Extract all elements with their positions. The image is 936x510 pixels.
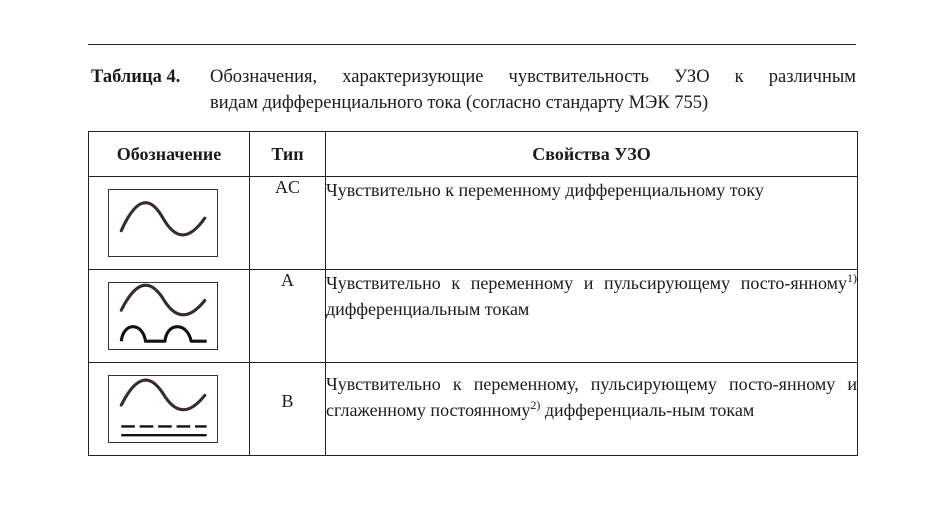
table-row	[89, 363, 858, 456]
properties-text: Чувствительно к переменному и пульсирующему посто-янному	[326, 273, 847, 293]
symbol-cell	[89, 363, 250, 456]
properties-cell	[326, 363, 858, 456]
properties-cell	[326, 177, 858, 270]
properties-text-tail: дифференциальным токам	[326, 299, 530, 319]
sine-wave-icon	[108, 189, 218, 257]
footnote-ref: 1)	[847, 271, 857, 285]
footnote-ref: 2)	[530, 398, 541, 412]
sine-and-pulsating-wave-icon	[108, 282, 218, 350]
sine-and-smoothed-dc-icon	[108, 375, 218, 443]
caption-label: Таблица 4.	[91, 67, 181, 87]
header-row	[89, 132, 858, 177]
rcd-sensitivity-table	[88, 131, 858, 456]
table-row	[89, 177, 858, 270]
symbol-cell	[89, 270, 250, 363]
header-type: Тип	[250, 132, 326, 177]
properties-text: Чувствительно к переменному дифференциальному току	[326, 180, 764, 200]
caption-text-line-1: Обозначения, характеризующие чувствительность УЗО к различным	[210, 67, 856, 87]
caption-text-line-2: видам дифференциального тока (согласно стандарту МЭК 755)	[210, 93, 709, 113]
properties-text: Чувствительно к переменному, пульсирующему посто-янному и сглаженному постоянному	[326, 374, 857, 420]
top-rule	[88, 44, 856, 45]
table-row	[89, 270, 858, 363]
properties-text-tail: дифференциаль-ным токам	[540, 400, 755, 420]
type-cell: A	[250, 270, 326, 363]
table-caption	[91, 64, 856, 116]
properties-cell	[326, 270, 858, 363]
header-properties: Свойства УЗО	[326, 132, 858, 177]
symbol-cell	[89, 177, 250, 270]
type-cell: AC	[250, 177, 326, 270]
header-symbol: Обозначение	[89, 132, 250, 177]
type-cell: B	[250, 363, 326, 456]
